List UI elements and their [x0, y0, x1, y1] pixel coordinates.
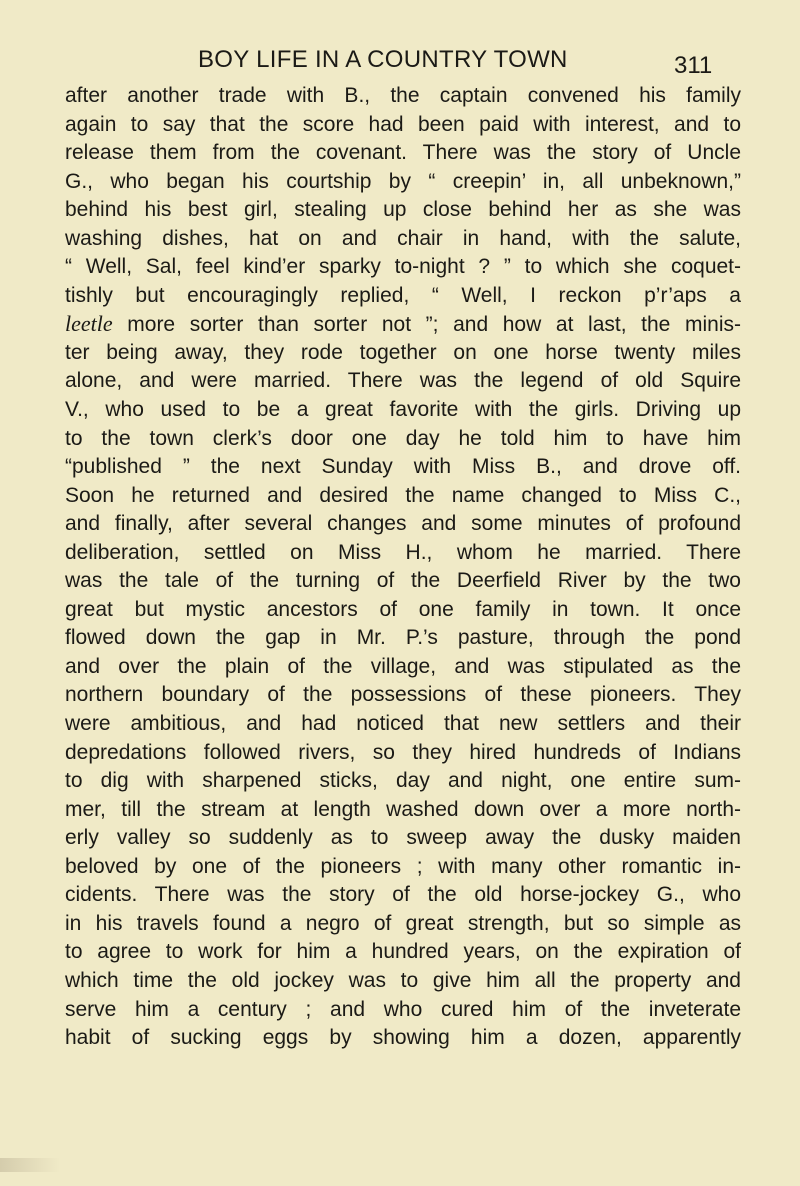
text-line: washing dishes, hat on and chair in hand, with the salute,: [65, 226, 741, 250]
text-line: to dig with sharpened sticks, day and night, one entire sum-: [65, 769, 741, 793]
text-line: and over the plain of the village, and was stipulated as the: [65, 654, 741, 678]
text-line: serve him a century ; and who cured him of the inveterate: [65, 997, 741, 1021]
text-line: Soon he returned and desired the name changed to Miss C.,: [65, 483, 741, 507]
text-line: in his travels found a negro of great strength, but so simple as: [65, 911, 741, 935]
text-line: and finally, after several changes and some minutes of profound: [65, 512, 741, 536]
text-line: habit of sucking eggs by showing him a dozen, apparently: [65, 1026, 741, 1050]
text-line: “ Well, Sal, feel kind’er sparky to-night ? ” to which she coquet-: [65, 255, 741, 279]
running-title: BOY LIFE IN A COUNTRY TOWN: [198, 46, 568, 73]
text-line: cidents. There was the story of the old horse-jockey G., who: [65, 883, 741, 907]
text-line-rest: more sorter than sorter not ”; and how at last, the minis-: [127, 313, 741, 337]
text-line: mer, till the stream at length washed down over a more north-: [65, 797, 741, 821]
scan-artifact: [0, 1158, 60, 1172]
text-line: was the tale of the turning of the Deerfield River by the two: [65, 569, 741, 593]
text-line: to agree to work for him a hundred years, on the expiration of: [65, 940, 741, 964]
text-line: release them from the covenant. There was the story of Uncle: [65, 141, 741, 165]
text-line: “published ” the next Sunday with Miss B., and drove off.: [65, 455, 741, 479]
text-line-with-italic: [65, 310, 741, 339]
text-line: beloved by one of the pioneers ; with many other romantic in-: [65, 854, 741, 878]
text-line: after another trade with B., the captain convened his family: [65, 84, 741, 107]
text-line: depredations followed rivers, so they hired hundreds of Indians: [65, 740, 741, 764]
text-line: flowed down the gap in Mr. P.’s pasture, through the pond: [65, 626, 741, 650]
text-line: to the town clerk’s door one day he told him to have him: [65, 426, 741, 450]
text-line: great but mystic ancestors of one family in town. It once: [65, 597, 741, 621]
italic-word: leetle: [65, 311, 113, 337]
text-line: erly valley so suddenly as to sweep away the dusky maiden: [65, 826, 741, 850]
text-line: which time the old jockey was to give him all the property and: [65, 968, 741, 992]
text-line: were ambitious, and had noticed that new settlers and their: [65, 712, 741, 736]
text-line: V., who used to be a great favorite with the girls. Driving up: [65, 398, 741, 422]
text-line: ter being away, they rode together on one horse twenty miles: [65, 340, 741, 364]
text-line: again to say that the score had been paid with interest, and to: [65, 112, 741, 136]
text-line: northern boundary of the possessions of these pioneers. They: [65, 683, 741, 707]
text-line: G., who began his courtship by “ creepin’ in, all unbeknown,”: [65, 169, 741, 193]
text-line: tishly but encouragingly replied, “ Well, I reckon p’r’aps a: [65, 283, 741, 307]
page-number: 311: [674, 52, 713, 79]
body-paragraph: [65, 82, 741, 1053]
text-line: alone, and were married. There was the legend of old Squire: [65, 369, 741, 393]
text-line: behind his best girl, stealing up close behind her as she was: [65, 198, 741, 222]
text-line: deliberation, settled on Miss H., whom he married. There: [65, 540, 741, 564]
